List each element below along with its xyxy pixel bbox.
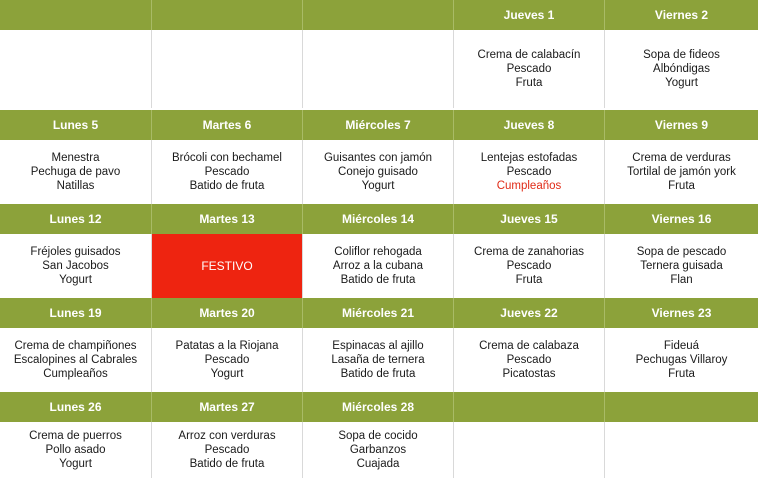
- menu-item: Pollo asado: [45, 444, 106, 456]
- menu-item: Brócoli con bechamel: [172, 152, 282, 164]
- menu-item: Menestra: [51, 152, 100, 164]
- day-header: Lunes 19: [0, 298, 152, 328]
- day-header: Jueves 22: [454, 298, 605, 328]
- menu-item: Yogurt: [665, 77, 698, 89]
- menu-item: Natillas: [56, 180, 95, 192]
- menu-item: Cuajada: [356, 458, 400, 470]
- day-menu-cell: [0, 422, 152, 478]
- menu-item: Conejo guisado: [338, 166, 418, 178]
- menu-item: Flan: [670, 274, 693, 286]
- day-menu-cell: [303, 234, 454, 298]
- day-menu-cell: [152, 30, 303, 108]
- day-header: Martes 20: [152, 298, 303, 328]
- menu-item: Batido de fruta: [340, 274, 416, 286]
- menu-item: Arroz a la cubana: [332, 260, 424, 272]
- menu-item: Pescado: [204, 166, 250, 178]
- menu-item: Fruta: [515, 77, 543, 89]
- menu-item: Sopa de fideos: [643, 49, 720, 61]
- day-menu-cell: [605, 30, 758, 108]
- day-menu-cell: [605, 234, 758, 298]
- menu-item: Batido de fruta: [189, 180, 265, 192]
- holiday-label: FESTIVO: [201, 259, 253, 273]
- day-header: Miércoles 28: [303, 392, 454, 422]
- menu-item: Pescado: [204, 444, 250, 456]
- week-menu-row: [0, 30, 758, 108]
- day-header: [454, 392, 605, 422]
- day-menu-cell: [454, 422, 605, 478]
- menu-item: Fruta: [668, 368, 695, 380]
- menu-item: Yogurt: [59, 458, 92, 470]
- menu-item: Fruta: [668, 180, 695, 192]
- menu-item: Albóndigas: [653, 63, 710, 75]
- day-header: [0, 0, 152, 30]
- day-menu-cell: [605, 422, 758, 478]
- day-menu-cell: [303, 328, 454, 392]
- day-header: Martes 27: [152, 392, 303, 422]
- week-menu-row: [0, 422, 758, 478]
- menu-item: Crema de verduras: [632, 152, 731, 164]
- day-header: Lunes 12: [0, 204, 152, 234]
- menu-item: Batido de fruta: [340, 368, 416, 380]
- day-header: Jueves 8: [454, 110, 605, 140]
- menu-item: Batido de fruta: [189, 458, 265, 470]
- day-menu-cell: [0, 234, 152, 298]
- menu-item: Cumpleaños: [43, 368, 108, 380]
- day-header: Lunes 5: [0, 110, 152, 140]
- week-menu-row: [0, 234, 758, 298]
- menu-item: Crema de zanahorias: [474, 246, 584, 258]
- menu-item: Pescado: [204, 354, 250, 366]
- menu-item: Patatas a la Riojana: [175, 340, 279, 352]
- day-header: Martes 13: [152, 204, 303, 234]
- day-header: Miércoles 21: [303, 298, 454, 328]
- menu-item: Guisantes con jamón: [323, 152, 433, 164]
- menu-item: Lentejas estofadas: [480, 152, 578, 164]
- day-header: Viernes 2: [605, 0, 758, 30]
- menu-item: Espinacas al ajillo: [332, 340, 424, 352]
- menu-item: Lasaña de ternera: [331, 354, 425, 366]
- day-header: Lunes 26: [0, 392, 152, 422]
- menu-item: Escalopines al Cabrales: [13, 354, 138, 366]
- menu-item: Ternera guisada: [640, 260, 723, 272]
- menu-item: Fréjoles guisados: [30, 246, 121, 258]
- menu-item: Coliflor rehogada: [334, 246, 422, 258]
- menu-item: Yogurt: [361, 180, 395, 192]
- day-header: [605, 392, 758, 422]
- week-menu-row: [0, 328, 758, 392]
- day-menu-cell: [152, 422, 303, 478]
- menu-item: Pescado: [506, 354, 552, 366]
- day-header: Viernes 9: [605, 110, 758, 140]
- day-header: [303, 0, 454, 30]
- day-header: Martes 6: [152, 110, 303, 140]
- menu-item: Crema de champiñones: [14, 340, 137, 352]
- menu-item: Picatostas: [502, 368, 556, 380]
- menu-item: Crema de calabaza: [479, 340, 579, 352]
- menu-item: Crema de puerros: [29, 430, 122, 442]
- day-menu-cell: [0, 140, 152, 204]
- holiday-cell: [152, 234, 303, 298]
- day-menu-cell: [0, 328, 152, 392]
- day-header: [152, 0, 303, 30]
- week-header-row: [0, 110, 758, 140]
- menu-item: Garbanzos: [349, 444, 407, 456]
- week-header-row: [0, 204, 758, 234]
- menu-item: San Jacobos: [42, 260, 109, 272]
- day-menu-cell: [605, 328, 758, 392]
- menu-item: Pescado: [506, 63, 552, 75]
- week-header-row: [0, 392, 758, 422]
- day-menu-cell: [152, 328, 303, 392]
- week-menu-row: [0, 140, 758, 204]
- menu-item: Tortilal de jamón york: [627, 166, 736, 178]
- menu-item: Yogurt: [210, 368, 244, 380]
- menu-item: Pescado: [506, 166, 552, 178]
- day-menu-cell: [605, 140, 758, 204]
- menu-item: Pechuga de pavo: [30, 166, 121, 178]
- menu-item: Pescado: [506, 260, 552, 272]
- day-header: Miércoles 7: [303, 110, 454, 140]
- day-header: Viernes 23: [605, 298, 758, 328]
- menu-item: Sopa de cocido: [338, 430, 418, 442]
- day-menu-cell: [454, 140, 605, 204]
- day-header: Miércoles 14: [303, 204, 454, 234]
- menu-item: Fideuá: [663, 340, 700, 352]
- day-menu-cell: [303, 422, 454, 478]
- day-menu-cell: [454, 234, 605, 298]
- menu-item: Fruta: [515, 274, 543, 286]
- menu-item: Cumpleaños: [496, 180, 562, 192]
- day-menu-cell: [454, 328, 605, 392]
- day-header: Viernes 16: [605, 204, 758, 234]
- day-header: Jueves 1: [454, 0, 605, 30]
- menu-item: Yogurt: [59, 274, 92, 286]
- day-menu-cell: [454, 30, 605, 108]
- week-header-row: [0, 298, 758, 328]
- menu-item: Pechugas Villaroy: [635, 354, 728, 366]
- menu-item: Sopa de pescado: [636, 246, 727, 258]
- day-menu-cell: [0, 30, 152, 108]
- menu-item: Arroz con verduras: [178, 430, 276, 442]
- week-header-row: [0, 0, 758, 30]
- day-menu-cell: [303, 30, 454, 108]
- day-menu-cell: [152, 140, 303, 204]
- menu-item: Crema de calabacín: [477, 49, 581, 61]
- day-menu-cell: [303, 140, 454, 204]
- day-header: Jueves 15: [454, 204, 605, 234]
